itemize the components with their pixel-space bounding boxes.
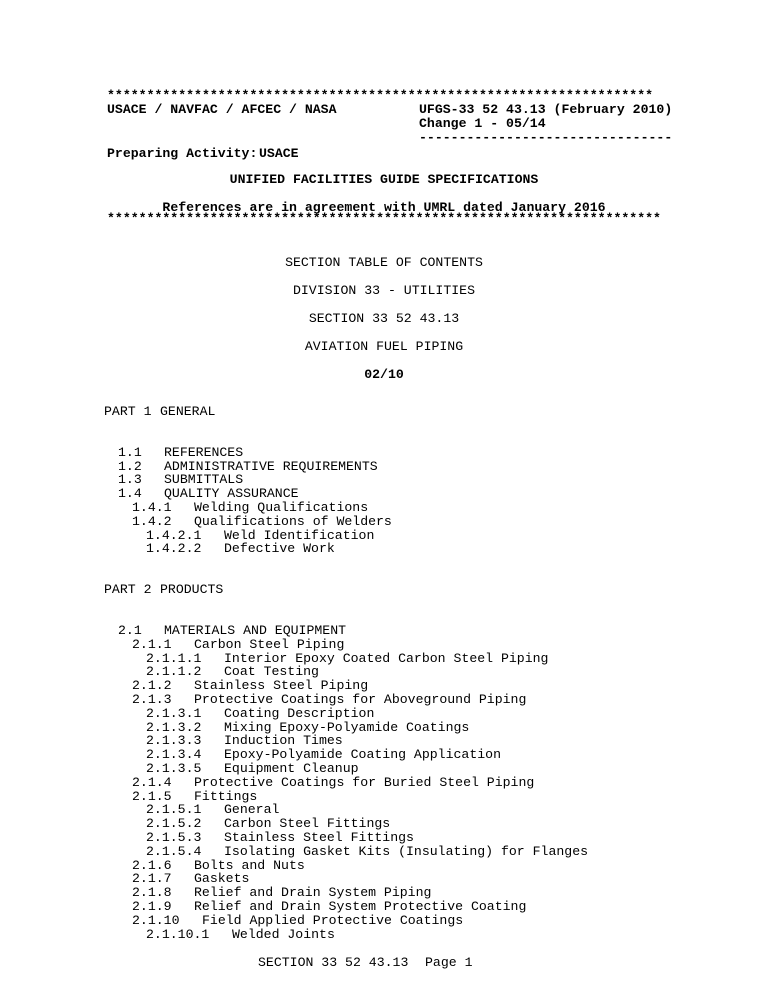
toc-entry-number: 2.1.10.1 xyxy=(146,926,210,942)
toc-entry xyxy=(104,679,588,693)
toc-entry-number: 2.1.3.3 xyxy=(146,733,202,749)
toc-entry-number: 2.1.1.2 xyxy=(146,664,202,680)
toc-entry xyxy=(104,487,588,501)
toc-entry-title: MATERIALS AND EQUIPMENT xyxy=(164,622,347,638)
toc-entry-title: ADMINISTRATIVE REQUIREMENTS xyxy=(164,458,378,474)
toc-entry-number: 1.4.2.1 xyxy=(146,527,202,543)
toc-entry-title: Equipment Cleanup xyxy=(224,760,359,776)
footer-page-label: Page 1 xyxy=(425,955,473,970)
toc-entry-number: 2.1.1.1 xyxy=(146,650,202,666)
toc-entry xyxy=(104,803,588,817)
toc-entry-title: Fittings xyxy=(194,788,258,804)
toc-entry xyxy=(104,790,588,804)
toc-entry-title: Coating Description xyxy=(224,705,375,721)
toc-entry xyxy=(104,831,588,845)
toc-title: SECTION TABLE OF CONTENTS xyxy=(285,255,483,270)
toc-entry xyxy=(104,872,588,886)
toc-entry xyxy=(104,845,588,859)
toc-entry-title: Relief and Drain System Piping xyxy=(194,885,432,901)
toc-entry xyxy=(104,693,588,707)
toc-entry-number: 2.1.3.4 xyxy=(146,747,202,763)
toc-entry xyxy=(104,721,588,735)
toc-entry xyxy=(104,707,588,721)
toc-entry xyxy=(104,460,588,474)
toc-entry xyxy=(104,446,588,460)
toc-entry xyxy=(104,928,588,942)
toc-entry-title: Mixing Epoxy-Polyamide Coatings xyxy=(224,719,470,735)
toc-entry-number: 1.3 xyxy=(118,472,142,488)
header-stars-top: ********************************************************************* xyxy=(107,88,654,103)
division-title: DIVISION 33 - UTILITIES xyxy=(292,283,476,298)
toc-entry xyxy=(104,817,588,831)
toc-entry-title: Carbon Steel Piping xyxy=(194,636,345,652)
toc-entry-title: Defective Work xyxy=(224,541,335,557)
toc-entry-number: 2.1.5.1 xyxy=(146,802,202,818)
toc-entry-number: 1.4.1 xyxy=(132,499,172,515)
toc-entry-title: Protective Coatings for Aboveground Piping xyxy=(194,691,527,707)
toc-entry-title: Relief and Drain System Protective Coating xyxy=(194,898,527,914)
toc-entry-title: Welded Joints xyxy=(232,926,335,942)
toc-entry-title: Stainless Steel Piping xyxy=(194,678,369,694)
toc-entry-title: Induction Times xyxy=(224,733,343,749)
header-spec-id: UFGS-33 52 43.13 (February 2010) xyxy=(419,102,673,117)
header-agencies: USACE / NAVFAC / AFCEC / NASA xyxy=(107,102,337,117)
toc-entry xyxy=(104,624,588,638)
toc-entry xyxy=(104,748,588,762)
toc-entry-title: QUALITY ASSURANCE xyxy=(164,486,299,502)
toc-entry-number: 2.1.5.2 xyxy=(146,816,202,832)
toc-entry-number: 2.1.5.3 xyxy=(146,829,202,845)
header-stars-bottom: ********************************************************************** xyxy=(107,211,661,226)
toc-entry xyxy=(104,652,588,666)
footer-section-ref: SECTION 33 52 43.13 xyxy=(258,955,409,970)
toc-entry-title: Gaskets xyxy=(194,871,250,887)
toc-entry-number: 1.4.2.2 xyxy=(146,541,202,557)
toc-entry-title: Epoxy-Polyamide Coating Application xyxy=(224,747,501,763)
toc-entry-number: 1.2 xyxy=(118,458,142,474)
toc-entry-number: 2.1.1 xyxy=(132,636,172,652)
toc-entry-number: 2.1.3.1 xyxy=(146,705,202,721)
toc-entry-title: Coat Testing xyxy=(224,664,319,680)
preparing-activity-value: USACE xyxy=(259,146,299,161)
toc-entry-number: 2.1.8 xyxy=(132,885,172,901)
toc-entry-number: 1.4 xyxy=(118,486,142,502)
toc-entry-title: Welding Qualifications xyxy=(194,499,369,515)
toc-entry xyxy=(104,501,588,515)
toc-entry-title: Field Applied Protective Coatings xyxy=(202,912,464,928)
toc-entry-title: Qualifications of Welders xyxy=(194,513,392,529)
toc-entry xyxy=(104,473,588,487)
guide-spec-title: UNIFIED FACILITIES GUIDE SPECIFICATIONS xyxy=(229,172,539,187)
toc-entry-number: 2.1.10 xyxy=(132,912,180,928)
toc-entry-title: General xyxy=(224,802,280,818)
toc-entry-number: 2.1.6 xyxy=(132,857,172,873)
toc-entry-title: Isolating Gasket Kits (Insulating) for Flanges xyxy=(224,843,589,859)
section-name: AVIATION FUEL PIPING xyxy=(304,339,464,354)
section-number: SECTION 33 52 43.13 xyxy=(308,311,460,326)
references-note: References are in agreement with UMRL dated January 2016 xyxy=(162,200,606,215)
part-heading: PART 2 PRODUCTS xyxy=(104,582,224,598)
toc-entry-title: Interior Epoxy Coated Carbon Steel Piping xyxy=(224,650,549,666)
part2-list xyxy=(104,624,588,941)
toc-entry-number: 2.1.3.5 xyxy=(146,760,202,776)
toc-entry-number: 2.1.5.4 xyxy=(146,843,202,859)
toc-entry xyxy=(104,638,588,652)
toc-entry-title: Weld Identification xyxy=(224,527,375,543)
toc-entry xyxy=(104,914,588,928)
toc-entry-number: 2.1.3.2 xyxy=(146,719,202,735)
toc-entry-title: SUBMITTALS xyxy=(164,472,244,488)
toc-entry xyxy=(104,776,588,790)
toc-entry-number: 1.4.2 xyxy=(132,513,172,529)
header-change: Change 1 - 05/14 xyxy=(419,116,546,131)
toc-entry xyxy=(104,886,588,900)
date-code: 02/10 xyxy=(364,367,404,382)
toc-entry xyxy=(104,859,588,873)
toc-entry xyxy=(104,515,588,529)
part1-list xyxy=(104,446,588,556)
toc-entry xyxy=(104,665,588,679)
toc-entry-title: Stainless Steel Fittings xyxy=(224,829,414,845)
toc-entry xyxy=(104,762,588,776)
toc-entry-number: 2.1.3 xyxy=(132,691,172,707)
toc-entry-number: 1.1 xyxy=(118,444,142,460)
toc-entry-title: Protective Coatings for Buried Steel Piping xyxy=(194,774,535,790)
toc-entry xyxy=(104,734,588,748)
toc-entry-number: 2.1.9 xyxy=(132,898,172,914)
toc-entry-number: 2.1.7 xyxy=(132,871,172,887)
toc-entry xyxy=(104,900,588,914)
toc-entry-title: REFERENCES xyxy=(164,444,244,460)
toc-entry-number: 2.1 xyxy=(118,622,142,638)
toc-entry-number: 2.1.2 xyxy=(132,678,172,694)
part-heading: PART 1 GENERAL xyxy=(104,404,216,419)
toc-entry-number: 2.1.5 xyxy=(132,788,172,804)
toc-entry-number: 2.1.4 xyxy=(132,774,172,790)
table-of-contents xyxy=(104,405,588,941)
toc-entry-title: Bolts and Nuts xyxy=(194,857,305,873)
toc-entry-title: Carbon Steel Fittings xyxy=(224,816,391,832)
preparing-activity-label: Preparing Activity: xyxy=(107,146,258,161)
header-dashes: -------------------------------- xyxy=(419,130,673,145)
toc-entry xyxy=(104,542,588,556)
toc-entry xyxy=(104,529,588,543)
